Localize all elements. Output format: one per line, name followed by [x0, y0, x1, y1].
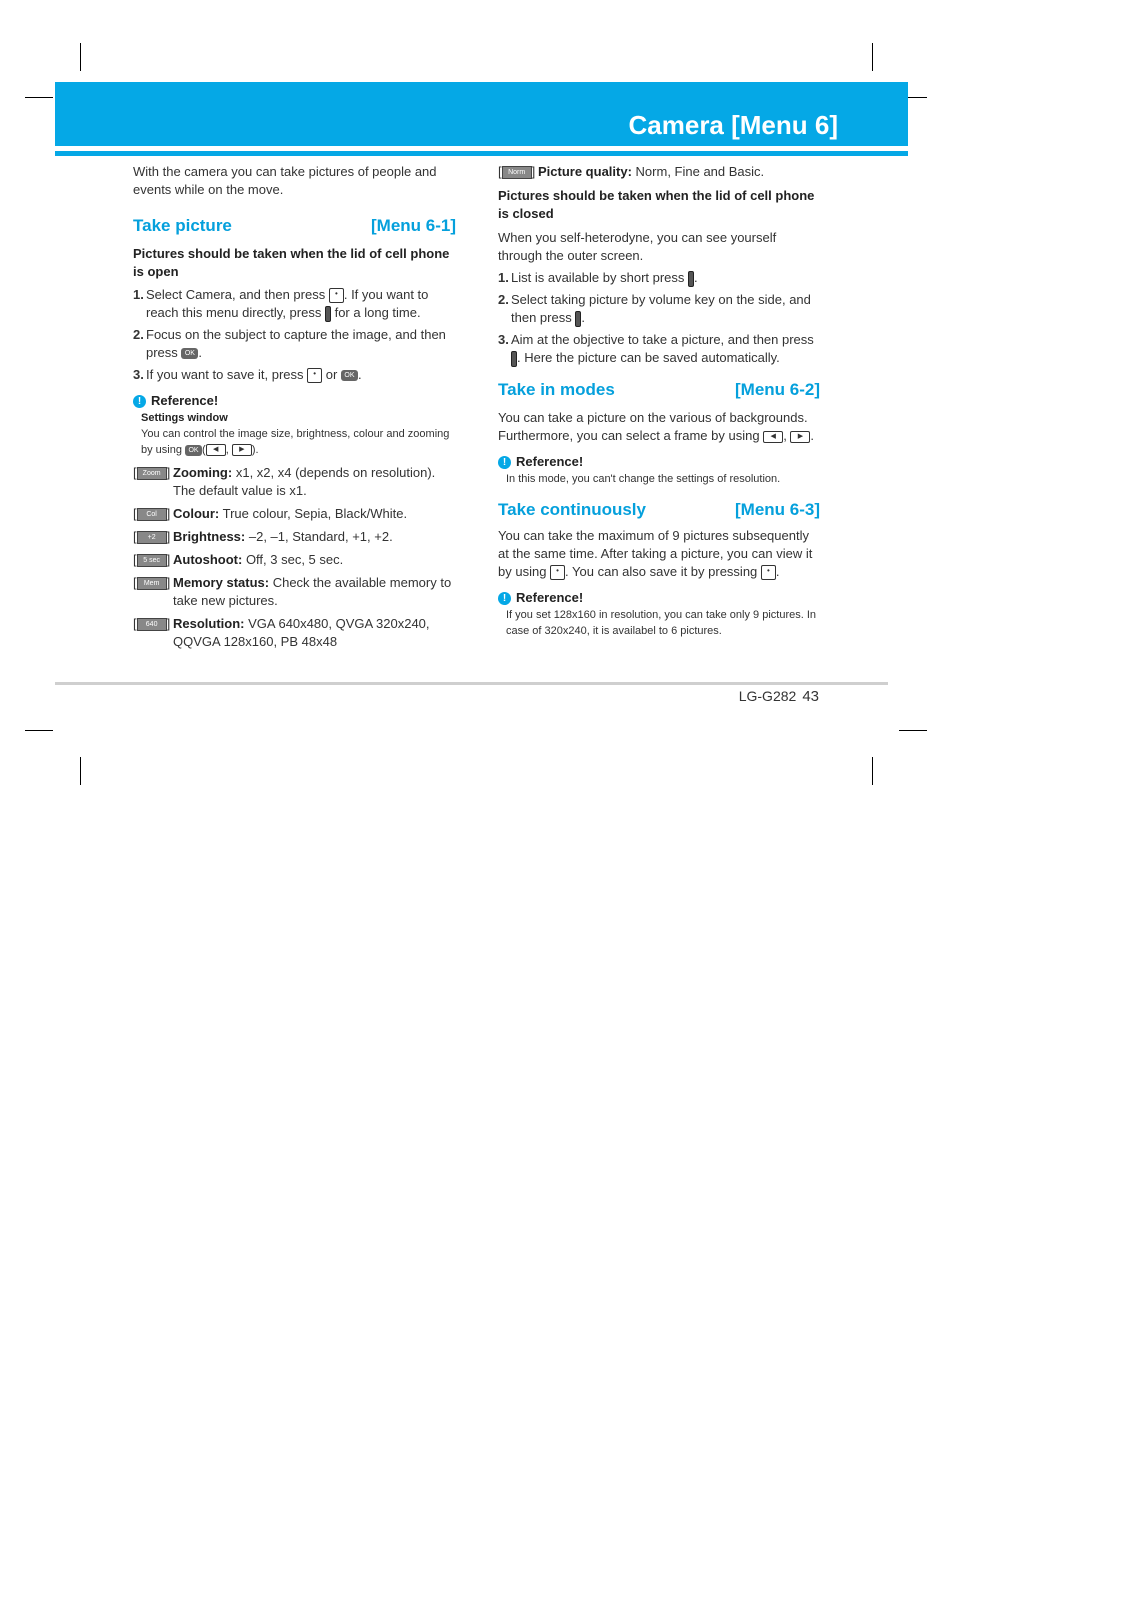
section-title: Take picture: [133, 216, 232, 235]
step-text-part: for a long time.: [334, 305, 421, 320]
step-text-part: . If you want to reach this menu directly, press: [146, 287, 429, 320]
step-text-part: . Here the picture can be saved automatically.: [517, 350, 780, 365]
step-item: [498, 269, 820, 287]
option-desc: VGA 640x480, QVGA 320x240, QQVGA 128x160, PB 48x48: [173, 616, 430, 649]
step-text-part: Aim at the objective to take a picture, and then press: [511, 332, 814, 347]
step-item: [498, 331, 820, 367]
reference-body: If you set 128x160 in resolution, you can take only 9 pictures. In case of 320x240, it is availabel to 6 pictures.: [506, 609, 817, 637]
option-label: Colour:: [173, 506, 220, 521]
option-text: [173, 528, 393, 546]
reference-body: Settings window You can control the image size, brightness, colour and zooming by using OK ( ◀ , ▶ ).: [133, 410, 456, 458]
step-text-part: List is available by short press: [511, 270, 685, 285]
step-text: [146, 326, 456, 362]
crop-mark: [872, 43, 873, 71]
menu-key-icon: •: [307, 368, 322, 383]
option-label: Picture quality:: [538, 164, 632, 179]
ok-key-icon: OK: [341, 370, 358, 381]
lid-closed-heading: Pictures should be taken when the lid of cell phone is closed: [498, 188, 815, 221]
option-icon-wrap: [ +2 ]: [133, 529, 171, 544]
step-text-part: Focus on the subject to capture the image, and then press: [146, 327, 446, 360]
continuous-text-part: You can take the maximum of 9 pictures subsequently at the same time. After taking a picture, you can view it by using: [498, 528, 813, 579]
section-menu: [Menu 6-2]: [735, 380, 820, 399]
option-item: [133, 551, 456, 569]
step-number: 2.: [498, 292, 509, 307]
option-item: [133, 528, 456, 546]
crop-mark: [25, 730, 53, 731]
step-number: 1.: [498, 270, 509, 285]
section-heading: [498, 499, 820, 521]
step-item: [133, 286, 456, 322]
step-number: 3.: [498, 332, 509, 347]
section-menu: [Menu 6-3]: [735, 500, 820, 519]
reference-label: Reference!: [516, 590, 584, 605]
step-text: [511, 291, 820, 327]
crop-mark: [80, 43, 81, 71]
ok-key-icon: OK: [185, 445, 202, 456]
right-arrow-key-icon: ▶: [790, 431, 810, 443]
page-number: 43: [802, 688, 819, 705]
left-arrow-key-icon: ◀: [763, 431, 783, 443]
option-text: [173, 505, 407, 523]
step-item: [498, 291, 820, 327]
option-text: [173, 574, 456, 610]
step-number: 1.: [133, 287, 144, 302]
option-desc: –2, –1, Standard, +1, +2.: [248, 529, 393, 544]
option-text: [173, 615, 456, 651]
step-text-part: .: [581, 310, 585, 325]
reference-label: Reference!: [516, 454, 584, 469]
footer-rule: [55, 682, 888, 685]
right-column: [498, 163, 820, 639]
menu-key-icon: •: [761, 565, 776, 580]
option-item: [133, 615, 456, 651]
section-menu: [Menu 6-1]: [371, 216, 456, 235]
option-desc: Norm, Fine and Basic.: [635, 164, 765, 179]
menu-key-icon: •: [550, 565, 565, 580]
model-name: LG-G282: [738, 688, 797, 704]
option-text: [173, 551, 343, 569]
step-number: 2.: [133, 327, 144, 342]
modes-text: You can take a picture on the various of backgrounds. Furthermore, you can select a frame by using ◀ , ▶ .: [498, 410, 815, 443]
page-title: Camera [Menu 6]: [628, 110, 838, 140]
reference-heading: [498, 453, 820, 471]
left-column: [133, 163, 456, 656]
option-icon-wrap: [ Norm ]: [498, 164, 536, 179]
option-label: Resolution:: [173, 616, 245, 631]
reference-body: In this mode, you can't change the settings of resolution.: [506, 473, 781, 485]
crop-mark: [899, 730, 927, 731]
continuous-text: You can take the maximum of 9 pictures subsequently at the same time. After taking a picture, you can view it by using • . You can also save it by pressing • .: [498, 528, 813, 579]
lid-open-heading: Pictures should be taken when the lid of cell phone is open: [133, 246, 450, 279]
step-text-part: .: [357, 367, 362, 382]
header-rule: [55, 151, 908, 156]
section-title: Take continuously: [498, 500, 646, 519]
option-desc: Off, 3 sec, 5 sec.: [245, 552, 344, 567]
step-text: [511, 269, 698, 287]
brightness-icon: +2: [137, 531, 167, 544]
step-text: [146, 366, 362, 384]
step-text-part: Select taking picture by volume key on the side, and then press: [511, 292, 811, 325]
autoshoot-icon: 5 sec: [137, 554, 167, 567]
section-title: Take in modes: [498, 380, 615, 399]
step-text-part: .: [694, 270, 698, 285]
page-footer: [739, 688, 819, 705]
exclamation-icon: !: [498, 592, 511, 605]
option-icon-wrap: [ Mem ]: [133, 575, 171, 590]
option-icon-wrap: [ 640 ]: [133, 616, 171, 631]
step-text-part: Select Camera, and then press: [146, 287, 326, 302]
step-item: [133, 326, 456, 362]
option-item: [133, 574, 456, 610]
option-label: Brightness:: [173, 529, 246, 544]
step-number: 3.: [133, 367, 144, 382]
option-label: Autoshoot:: [173, 552, 243, 567]
exclamation-icon: !: [133, 395, 146, 408]
crop-mark: [80, 757, 81, 785]
memory-icon: Mem: [137, 577, 167, 590]
option-label: Zooming:: [173, 465, 233, 480]
step-text-part: .: [198, 345, 203, 360]
option-desc: x1, x2, x4 (depends on resolution). The default value is x1.: [173, 465, 436, 498]
exclamation-icon: !: [498, 456, 511, 469]
quality-icon: Norm: [502, 166, 532, 179]
side-key-icon: [325, 306, 331, 322]
reference-text: You can control the image size, brightness, colour and zooming by using: [141, 428, 450, 456]
section-heading: [133, 215, 456, 237]
option-icon-wrap: [ Col ]: [133, 506, 171, 521]
option-label: Memory status:: [173, 575, 270, 590]
option-item: [133, 505, 456, 523]
reference-label: Reference!: [151, 393, 219, 408]
option-desc: Check the available memory to take new pictures.: [173, 575, 452, 608]
reference-text: ).: [251, 444, 259, 456]
resolution-icon: 640: [137, 618, 167, 631]
crop-mark: [872, 757, 873, 785]
option-text: [173, 464, 456, 500]
continuous-text-part: . You can also save it by pressing: [565, 564, 758, 579]
step-text: [146, 286, 456, 322]
menu-key-icon: •: [329, 288, 344, 303]
modes-text-part: You can take a picture on the various of backgrounds. Furthermore, you can select a frame by using: [498, 410, 808, 443]
zoom-icon: Zoom: [137, 467, 167, 480]
header-bar: [55, 82, 908, 146]
colour-icon: Col: [137, 508, 167, 521]
step-text-part: or: [325, 367, 338, 382]
ok-key-icon: OK: [181, 348, 198, 359]
option-desc: True colour, Sepia, Black/White.: [222, 506, 408, 521]
right-arrow-key-icon: ▶: [232, 444, 252, 456]
step-text-part: If you want to save it, press: [146, 367, 304, 382]
crop-mark: [25, 97, 53, 98]
reference-subheading: Settings window: [141, 412, 228, 424]
section-heading: [498, 379, 820, 401]
option-item: [133, 464, 456, 500]
step-item: [133, 366, 456, 384]
step-text: [511, 331, 820, 367]
closed-text: When you self-heterodyne, you can see yourself through the outer screen.: [498, 230, 777, 263]
intro-text: With the camera you can take pictures of people and events while on the move.: [133, 164, 437, 197]
option-text: [538, 163, 764, 181]
option-icon-wrap: [ 5 sec ]: [133, 552, 171, 567]
reference-heading: [498, 589, 820, 607]
quality-option: [498, 163, 820, 181]
left-arrow-key-icon: ◀: [206, 444, 226, 456]
option-icon-wrap: [ Zoom ]: [133, 465, 171, 480]
reference-heading: [133, 392, 456, 410]
